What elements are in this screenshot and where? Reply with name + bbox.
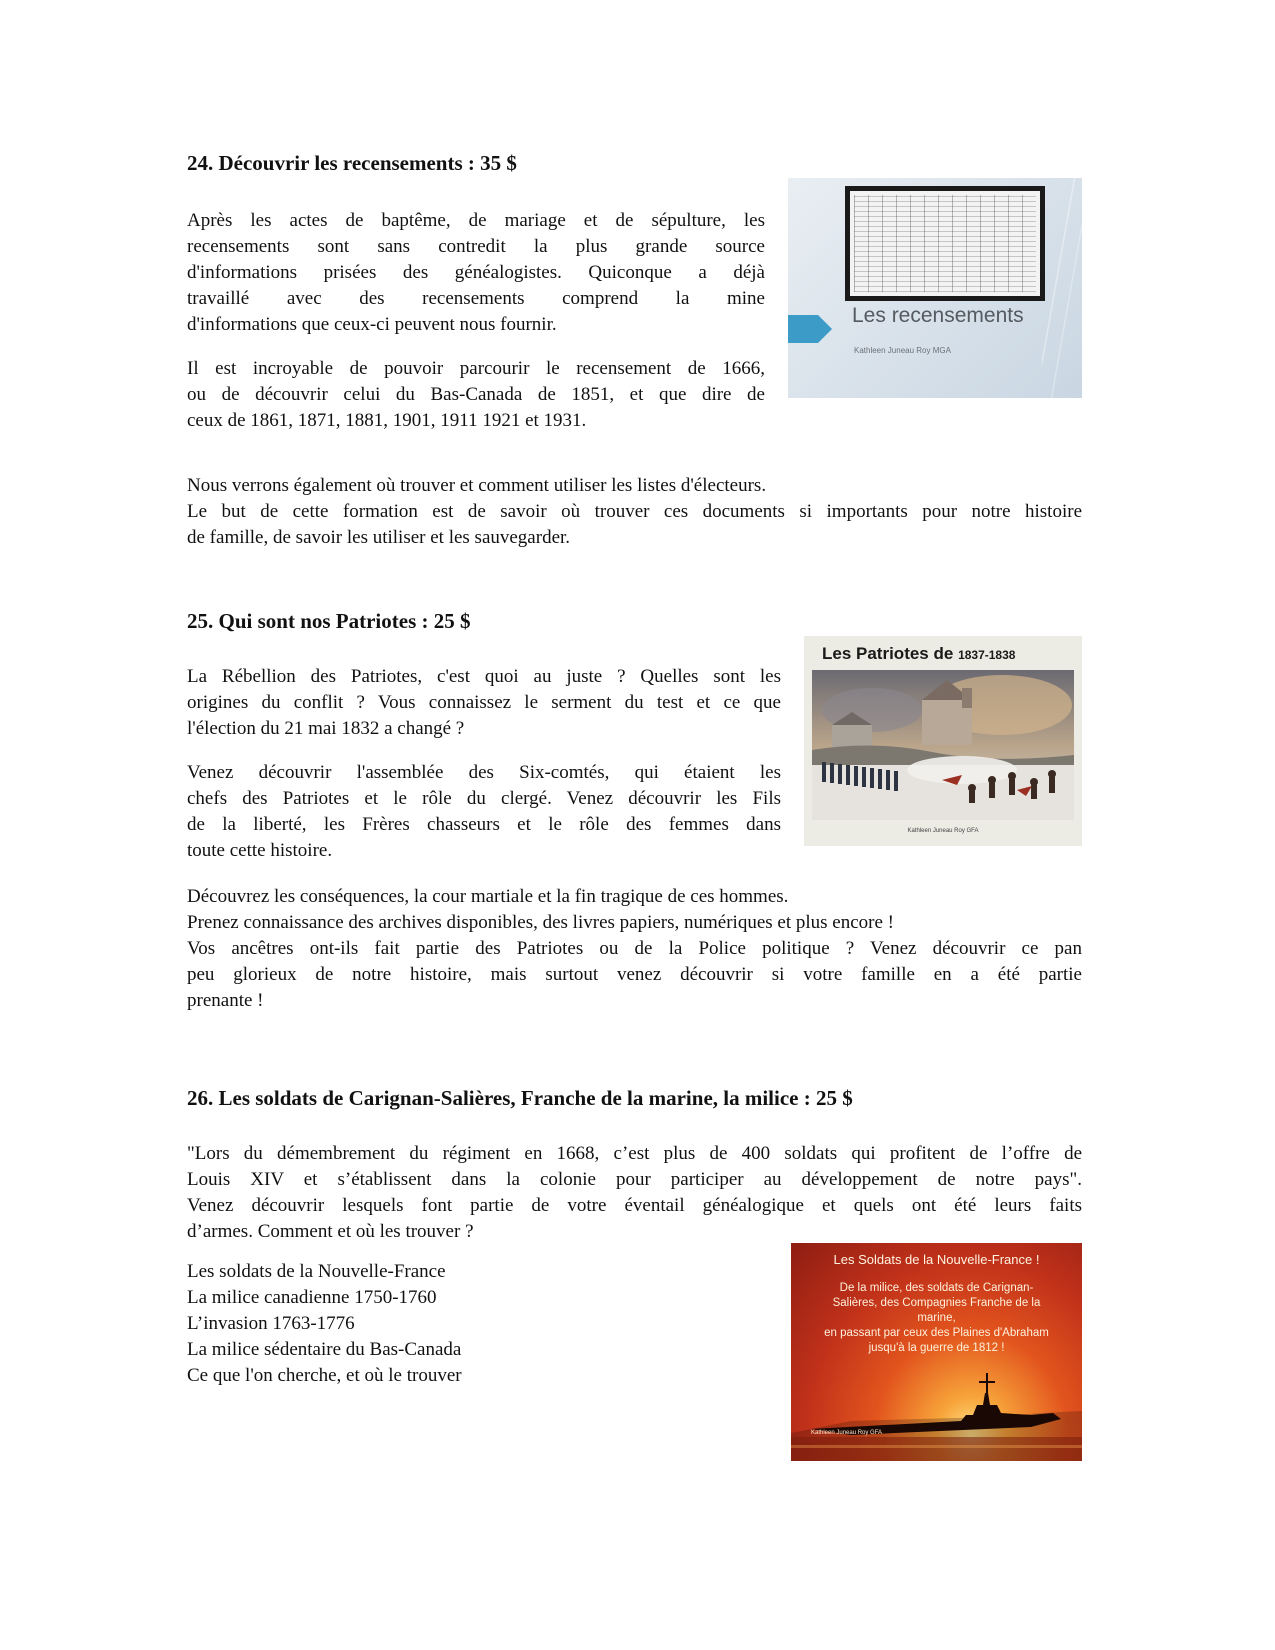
list-item: La milice canadienne 1750-1760 (187, 1287, 437, 1308)
text-line: de famille, de savoir les utiliser et les sauvegarder. (187, 527, 571, 548)
section-24-title: 24. Découvrir les recensements : 35 $ (187, 151, 517, 175)
slide-author: Kathleen Juneau Roy GFA (907, 828, 979, 834)
slide-author: Kathleen Juneau Roy GFA (811, 1430, 883, 1436)
slide-title: Les Soldats de la Nouvelle-France ! (833, 1252, 1040, 1267)
text-line: "Lors du démembrement du régiment en 1668, c’est plus de 400 soldats qui profitent de l’offre de (187, 1143, 1082, 1164)
text-line: Il est incroyable de pouvoir parcourir le recensement de 1666, (187, 358, 765, 379)
list-item: L’invasion 1763-1776 (187, 1313, 355, 1334)
section-26-list (187, 1259, 747, 1389)
text-line: d'informations que ceux-ci peuvent nous fournir. (187, 314, 557, 335)
text-line: chefs des Patriotes et le rôle du clergé. Venez découvrir les Fils (187, 788, 781, 809)
slide-body: De la milice, des soldats de Carignan- Salières, des Compagnies Franche de la marine, en passant par ceux des Plaines d'Abraham jusqu'à la guerre de 1812 ! (824, 1282, 1049, 1354)
text-line: prenante ! (187, 990, 264, 1011)
soldats-slide-image (791, 1243, 1082, 1461)
section-25-para-2 (187, 760, 781, 864)
patriotes-slide-image (804, 636, 1082, 846)
text-line: Vos ancêtres ont-ils fait partie des Patriotes ou de la Police politique ? Venez découvrir ce pan (187, 938, 1082, 959)
text-line: Le but de cette formation est de savoir où trouver ces documents si importants pour notre histoire (187, 501, 1082, 522)
text-line: peu glorieux de notre histoire, mais surtout venez découvrir si votre famille en a été partie (187, 964, 1082, 985)
slide-title: Les recensements (852, 304, 1024, 327)
section-25-para-3 (187, 884, 1082, 1014)
battle-scene-illustration (812, 670, 1074, 820)
text-line: recensements sont sans contredit la plus grande source (187, 236, 765, 257)
text-line: de la liberté, les Frères chasseurs et le rôle des femmes dans (187, 814, 781, 835)
census-document-thumbnail (845, 186, 1045, 301)
section-24-para-1 (187, 208, 765, 338)
text-line: Venez découvrir lesquels font partie de votre éventail généalogique et quels ont été leurs faits (187, 1195, 1082, 1216)
text-line: Louis XIV et s’établissent dans la colonie pour participer au développement de notre pays". (187, 1169, 1082, 1190)
text-line: Nous verrons également où trouver et comment utiliser les listes d'électeurs. (187, 475, 767, 496)
text-line: d’armes. Comment et où les trouver ? (187, 1221, 474, 1242)
section-25-title: 25. Qui sont nos Patriotes : 25 $ (187, 609, 471, 633)
list-item: La milice sédentaire du Bas-Canada (187, 1339, 462, 1360)
recensements-slide-image (788, 178, 1082, 398)
text-line: ceux de 1861, 1871, 1881, 1901, 1911 1921 et 1931. (187, 410, 587, 431)
text-line: ou de découvrir celui du Bas-Canada de 1851, et que dire de (187, 384, 765, 405)
warship-silhouette (791, 1363, 1082, 1461)
text-line: d'informations prisées des généalogistes. Quiconque a déjà (187, 262, 765, 283)
text-line: Venez découvrir l'assemblée des Six-comtés, qui étaient les (187, 762, 781, 783)
text-line: origines du conflit ? Vous connaissez le serment du test et ce que (187, 692, 781, 713)
text-line: l'élection du 21 mai 1832 a changé ? (187, 718, 465, 739)
section-24-para-3 (187, 473, 1082, 551)
arrow-icon (788, 315, 818, 343)
text-line: Prenez connaissance des archives disponibles, des livres papiers, numériques et plus encore ! (187, 912, 894, 933)
slide-title: Les Patriotes de 1837-1838 (822, 644, 1016, 663)
section-25-para-1 (187, 664, 781, 742)
text-line: Après les actes de baptême, de mariage et de sépulture, les (187, 210, 765, 231)
text-line: toute cette histoire. (187, 840, 333, 861)
section-26-title: 26. Les soldats de Carignan-Salières, Franche de la marine, la milice : 25 $ (187, 1086, 853, 1110)
slide-author: Kathleen Juneau Roy MGA (854, 346, 951, 355)
section-26-para-1 (187, 1141, 1082, 1245)
list-item: Ce que l'on cherche, et où le trouver (187, 1365, 462, 1386)
text-line: La Rébellion des Patriotes, c'est quoi au juste ? Quelles sont les (187, 666, 781, 687)
list-item: Les soldats de la Nouvelle-France (187, 1261, 446, 1282)
text-line: travaillé avec des recensements comprend la mine (187, 288, 765, 309)
section-24-para-2 (187, 356, 765, 434)
text-line: Découvrez les conséquences, la cour martiale et la fin tragique de ces hommes. (187, 886, 789, 907)
